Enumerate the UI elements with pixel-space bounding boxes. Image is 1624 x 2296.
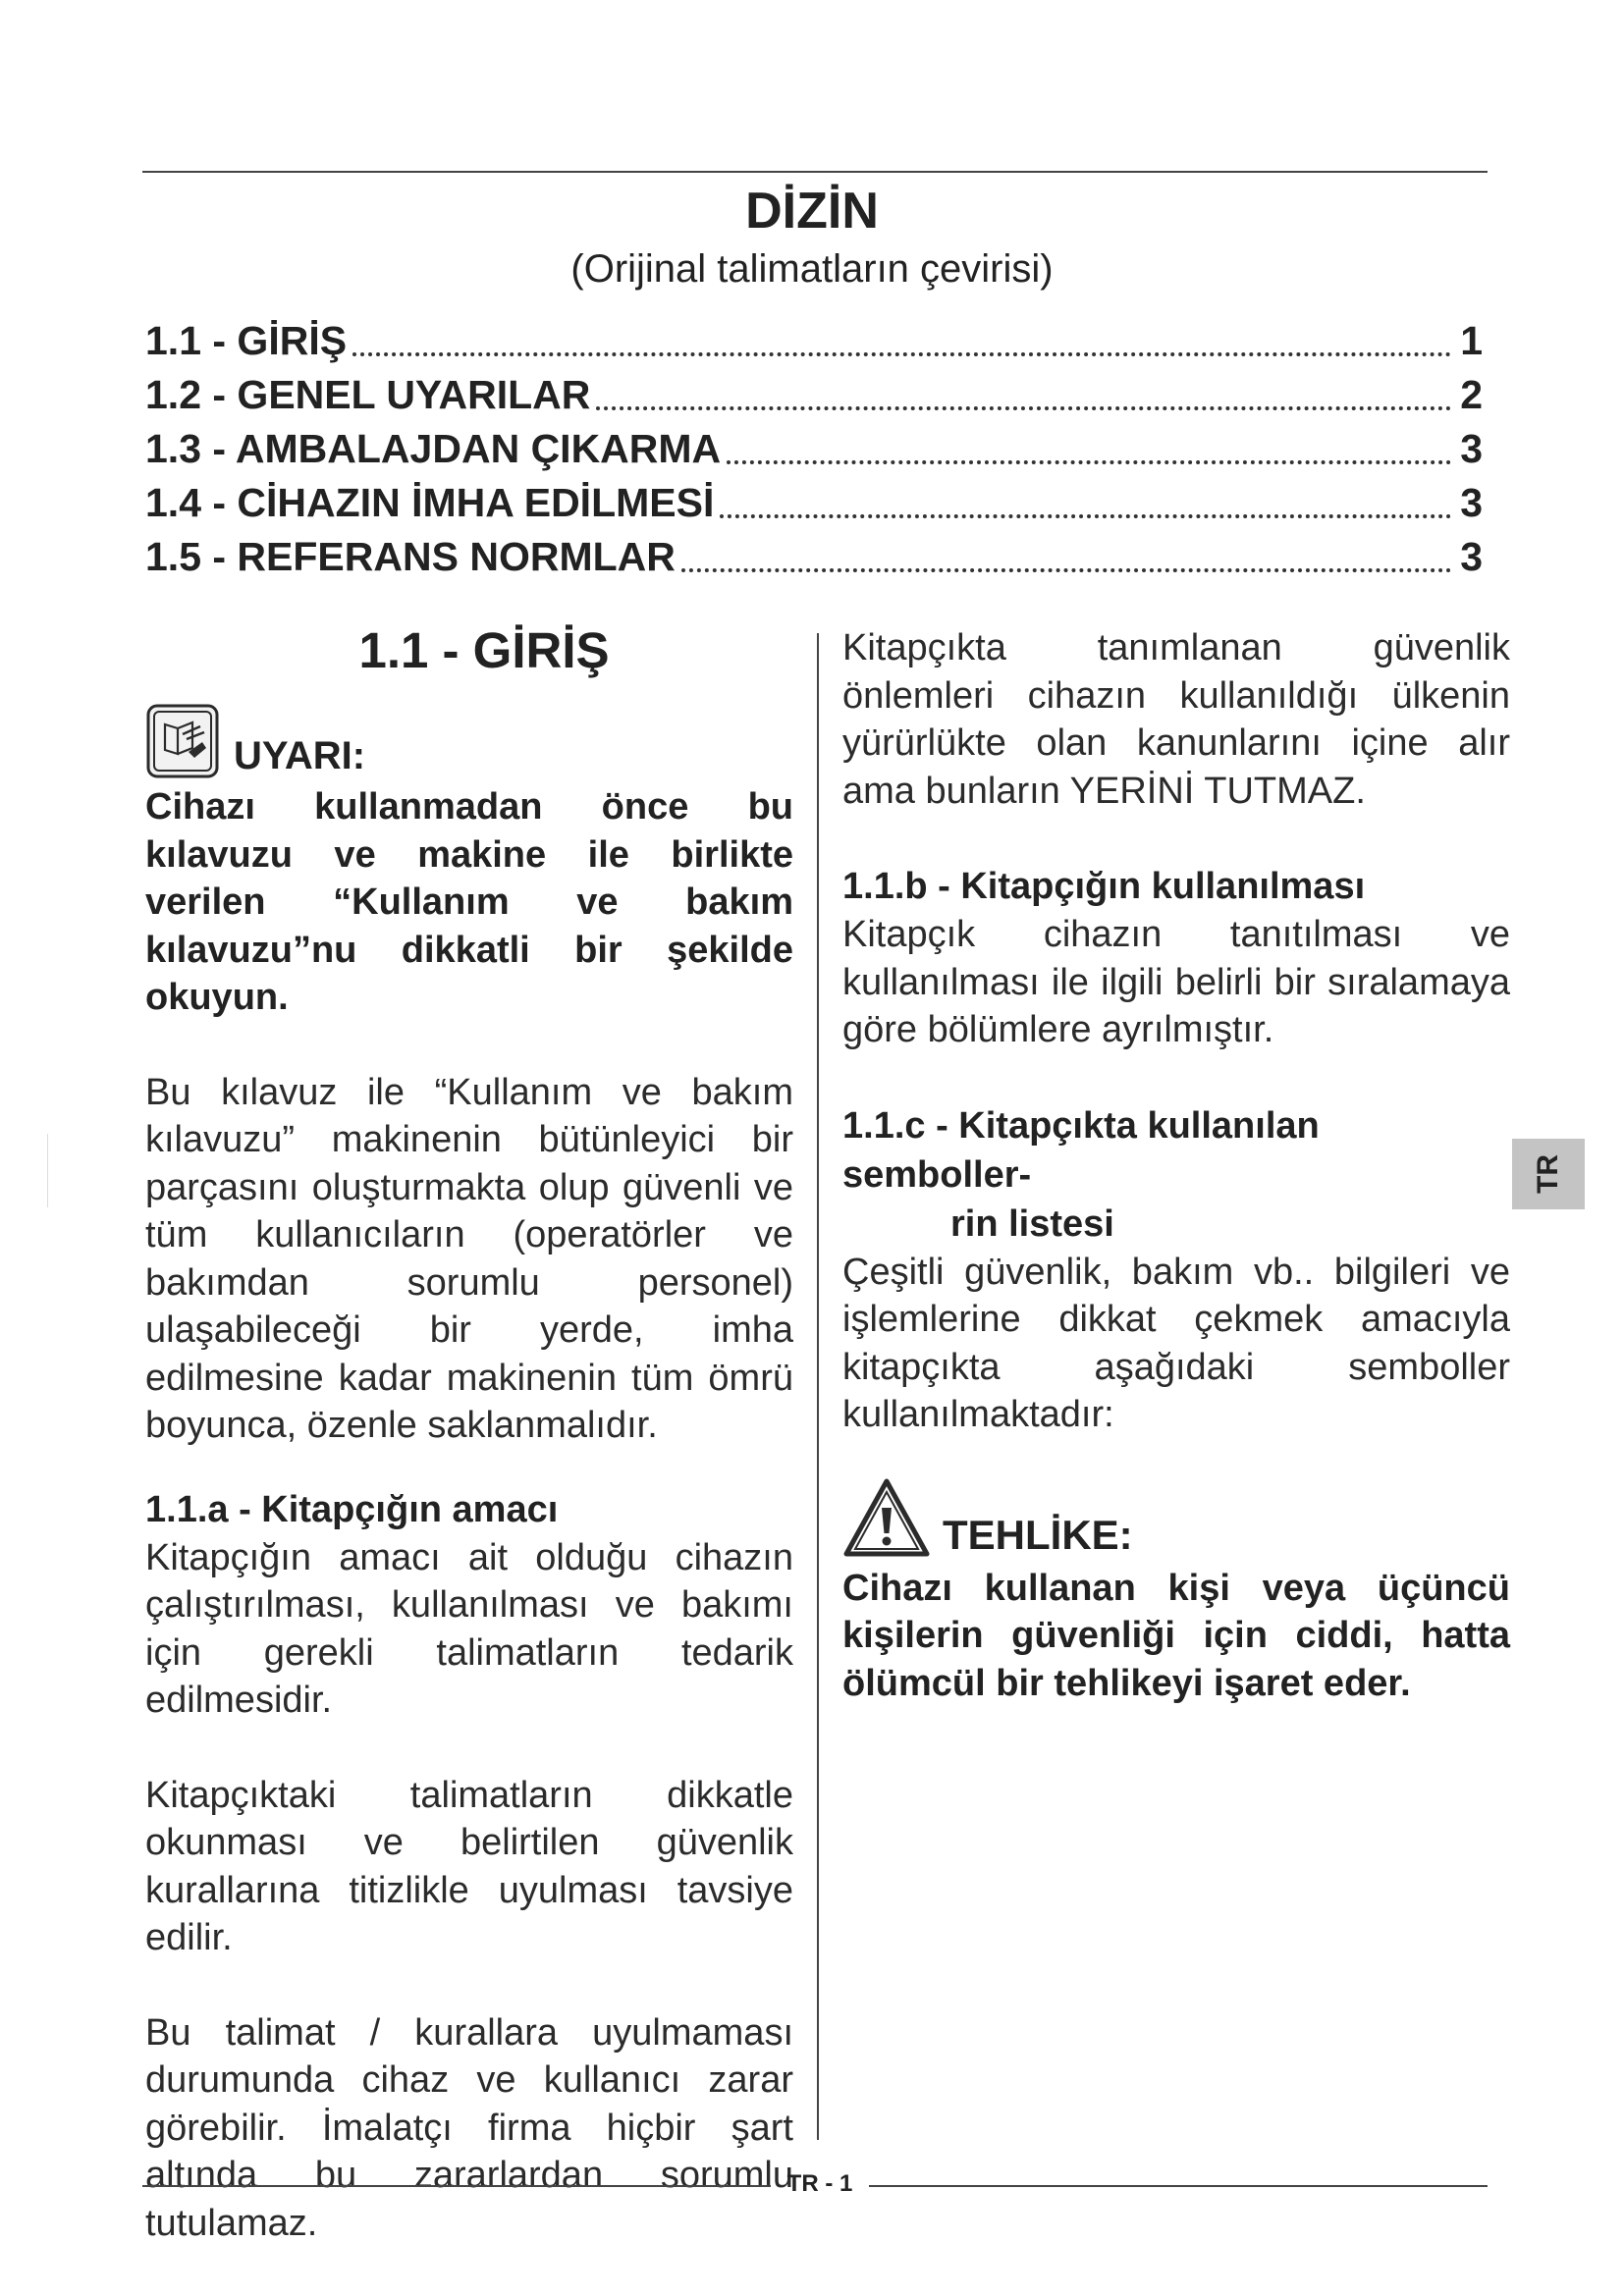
- toc-entry[interactable]: [145, 476, 1483, 530]
- danger-text: Cihazı kullanan kişi veya üçüncü kişilerin güvenliği için ciddi, hatta ölümcül bir tehlikeyi işaret eder.: [842, 1567, 1510, 1704]
- toc-entry-page: 3: [1460, 534, 1483, 579]
- top-rule: [142, 171, 1488, 173]
- toc-entry[interactable]: [145, 368, 1483, 422]
- toc-leader-dots: [727, 460, 1451, 464]
- subsection-c-text: Çeşitli güvenlik, bakım vb.. bilgileri ve işlemlerine dikkat çekmek amacıyla kitapçıkta aşağıdaki semboller kullanılmaktadır:: [842, 1251, 1510, 1435]
- subsection-a-title: 1.1.a - Kitapçığın amacı: [145, 1488, 559, 1530]
- danger-label: TEHLİKE:: [943, 1511, 1133, 1558]
- warning-text: Cihazı kullanmadan önce bu kılavuzu ve makine ile birlikte verilen “Kullanım ve bakım kılavuzu”nu dikkatli bir şekilde okuyun.: [145, 786, 793, 1018]
- toc-leader-dots: [352, 352, 1451, 356]
- paragraph: Kitapçıktaki talimatların dikkatle okunması ve belirtilen güvenlik kurallarına titizlikle uyulması tavsiye edilir.: [145, 1774, 793, 1958]
- toc-leader-dots: [681, 568, 1451, 572]
- toc-entry[interactable]: [145, 422, 1483, 476]
- footer-rule-left: [142, 2185, 771, 2187]
- toc-entry-page: 2: [1460, 372, 1483, 417]
- subsection-b-title: 1.1.b - Kitapçığın kullanılması: [842, 866, 1366, 907]
- toc-entry[interactable]: [145, 530, 1483, 584]
- danger-row: [842, 1474, 1510, 1559]
- subsection-c-title-line2: rin listesi: [950, 1202, 1114, 1245]
- read-manual-warning-icon: [145, 703, 220, 779]
- paragraph: Kitapçıkta tanımlanan güvenlik önlemleri cihazın kullanıldığı ülkenin yürürlükte olan kanunlarını içine alır ama bunların YERİNİ TUTMAZ.: [842, 627, 1510, 812]
- subsection-c-title-line1: 1.1.c - Kitapçıkta kullanılan semboller-: [842, 1104, 1320, 1196]
- toc-entry-label: 1.5 - REFERANS NORMLAR: [145, 534, 676, 579]
- right-column: [842, 624, 1510, 1707]
- subsection-c-title: [842, 1101, 1510, 1249]
- toc-leader-dots: [720, 514, 1451, 518]
- section-heading: 1.1 - GİRİŞ: [358, 622, 610, 678]
- toc-entry-label: 1.1 - GİRİŞ: [145, 318, 348, 363]
- toc-entry-page: 3: [1460, 426, 1483, 471]
- warning-row: [145, 691, 793, 779]
- toc-entry-page: 3: [1460, 480, 1483, 525]
- footer-rule-right: [869, 2185, 1488, 2187]
- toc-entry-label: 1.3 - AMBALAJDAN ÇIKARMA: [145, 426, 722, 471]
- toc-entry-label: 1.4 - CİHAZIN İMHA EDİLMESİ: [145, 480, 715, 525]
- toc-entry-label: 1.2 - GENEL UYARILAR: [145, 372, 591, 417]
- left-column: [145, 618, 793, 2247]
- paragraph: Bu kılavuz ile “Kullanım ve bakım kılavuzu” makinenin bütünleyici bir parçasını oluşturmakta olup güvenli ve tüm kullanıcıların (operatörler ve bakımdan sorumlu personel) ulaşabileceği bir yerde, imha edilmesine kadar makinenin tüm ömrü boyunca, özenle saklanmalıdır.: [145, 1071, 793, 1446]
- toc-entry[interactable]: [145, 314, 1483, 368]
- language-tab-label: TR: [1532, 1154, 1564, 1194]
- scan-mark: [47, 1134, 48, 1207]
- toc-leader-dots: [596, 406, 1451, 410]
- language-tab: [1512, 1139, 1585, 1209]
- warning-label: UYARI:: [234, 734, 366, 777]
- subsection-a-text: Kitapçığın amacı ait olduğu cihazın çalıştırılması, kullanılması ve bakımı için gerekli talimatların tedarik edilmesidir.: [145, 1536, 793, 1721]
- page-subtitle: (Orijinal talimatların çevirisi): [570, 247, 1054, 291]
- danger-triangle-icon: [842, 1476, 931, 1559]
- page-title: DİZİN: [745, 183, 879, 240]
- toc-entry-page: 1: [1460, 318, 1483, 363]
- footer-page-number: TR - 1: [786, 2170, 853, 2197]
- column-divider: [817, 633, 819, 2140]
- paragraph: Bu talimat / kurallara uyulmaması durumunda cihaz ve kullanıcı zarar görebilir. İmalatçı firma hiçbir şart altında bu zararlardan sorumlu tutulamaz.: [145, 2011, 793, 2244]
- table-of-contents: [145, 314, 1483, 584]
- subsection-b-text: Kitapçık cihazın tanıtılması ve kullanılması ile ilgili belirli bir sıralamaya göre bölümlere ayrılmıştır.: [842, 914, 1510, 1050]
